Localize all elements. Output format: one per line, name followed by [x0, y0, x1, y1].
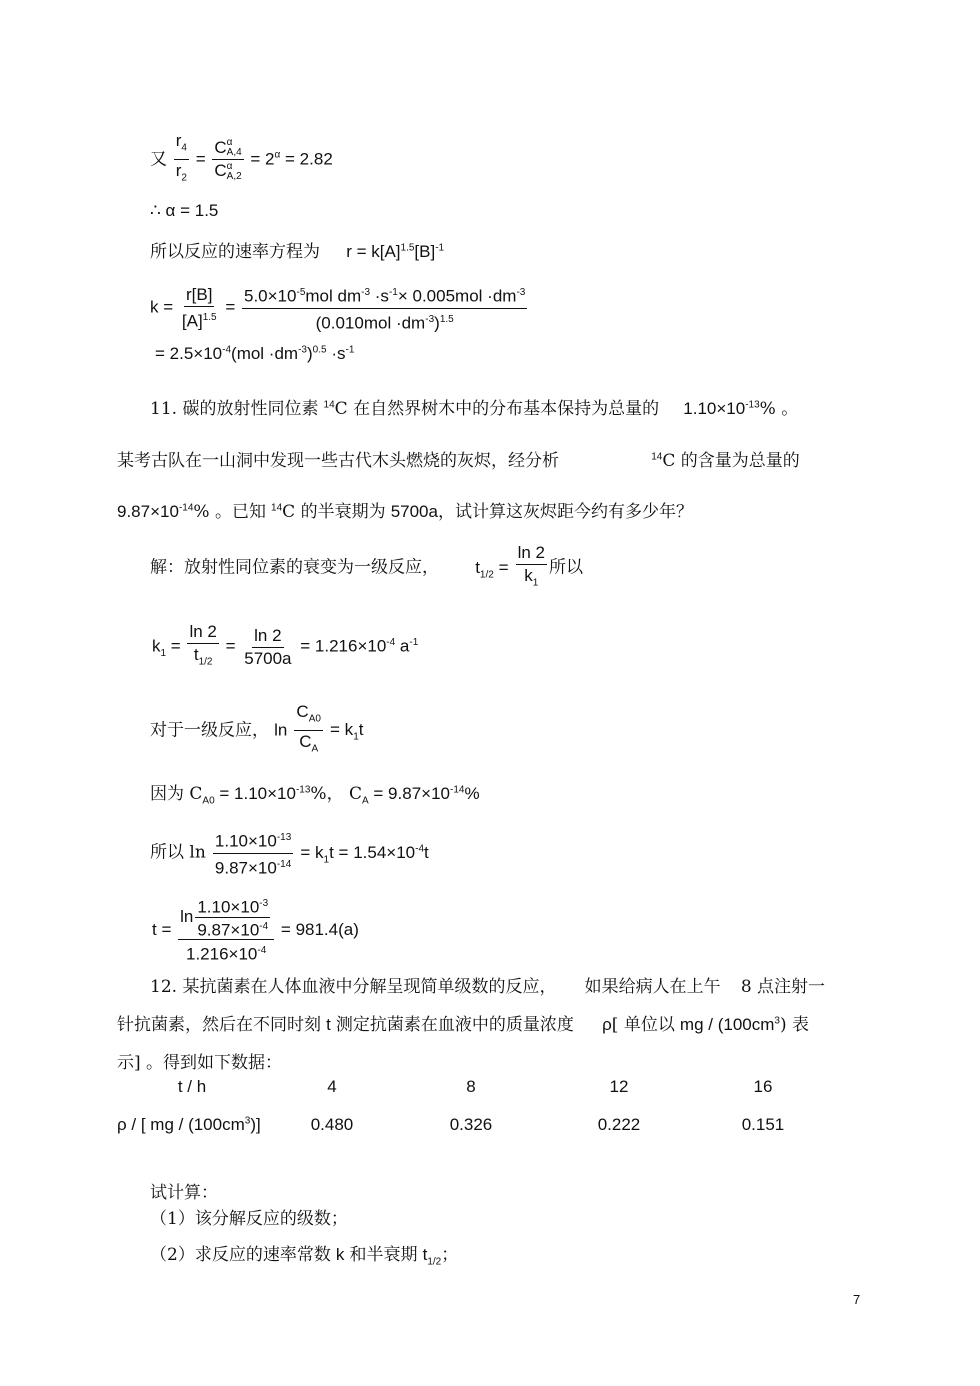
task-2: （2）求反应的速率常数 k 和半衰期 $t_{1/2}$；	[150, 1245, 459, 1268]
task-1: （1）该分解反应的级数；	[150, 1209, 348, 1229]
table-cell: 16	[753, 1077, 773, 1096]
q11-line-2: 某考古队在一山洞中发现一些古代木头燃烧的灰烬，经分析 $^{14}$C 的含量为总量的	[117, 451, 800, 471]
k-calculation: k = $\frac{r[B]}{[A]^{1.5}}$ = $\frac{5.0\times 10^{-5}mol dm^{-3} \cdot s^{-1}\times 0.005mol \cdot dm^{-3}}{(0.010mol \cdot dm^{-3})^{1.5}}$	[150, 284, 526, 333]
alpha-result: ∴ α = 1.5	[150, 201, 219, 220]
conc-ratio-fraction: C α A,4 C α A,2	[214, 137, 242, 182]
table-cell: 0.222	[597, 1115, 641, 1134]
table-row	[117, 1106, 833, 1144]
first-order-line: 对于一级反应， ln $\frac{C_{A0}}{C_A}$ = $k_1t$	[150, 702, 364, 755]
k-fraction-1: $\frac{r[B]}{[A]^{1.5}}$	[181, 284, 217, 331]
tasks-intro: 试计算：	[150, 1183, 218, 1203]
page-number: 7	[853, 1292, 861, 1307]
table-cell: 0.326	[449, 1115, 493, 1134]
table-cell: 8	[466, 1077, 476, 1096]
so-ln-line: 所以 ln $\frac{1.10\times 10^{-13}}{9.87\times 10^{-14}}$ = $k_1t = 1.54\times 10^{-4}t$	[150, 828, 429, 878]
k1-equation: $k_1$ = $\frac{\ln 2}{t_{1/2}}$ = $\frac{\ln 2}{5700a}$ = $1.216\times 10^{-4}$ $a^{-1}$	[152, 622, 419, 668]
sol11-half-life: 解：放射性同位素的衰变为一级反应， $t_{1/2}$ = $\frac{\ln 2}{k_1}$ 所以	[150, 543, 583, 593]
q12-line-1: 12. 某抗菌素在人体血液中分解呈现简单级数的反应， 如果给病人在上午 8 点注射一	[150, 977, 826, 997]
table-row-label: ρ / [ mg / $(100cm^3)$]	[117, 1115, 261, 1134]
q12-line-2: 针抗菌素，然后在不同时刻 t 测定抗菌素在血液中的质量浓度 ρ[ 单位以 mg / $(100cm^3)$ 表	[117, 1015, 810, 1035]
ratio-equation: 又 $\frac{r_4}{r_2}$ = C α A,4 C α A,2 = $2^\alpha = 2.82$	[150, 131, 333, 189]
table-cell: 12	[609, 1077, 629, 1096]
q11-line-1: 11. 碳的放射性同位素 $^{14}$C 在自然界树木中的分布基本保持为总量的 $1.10\times 10^{-13}\%$ 。	[150, 399, 799, 419]
k-fraction-2: $\frac{5.0\times 10^{-5}mol dm^{-3} \cdot s^{-1}\times 0.005mol \cdot dm^{-3}}{(0.010mol \cdot dm^{-3})^{1.5}}$	[242, 283, 527, 333]
because-line: 因为 $C_{A0} = 1.10\times 10^{-13}\%$， $C_A = 9.87\times 10^{-14}\%$	[150, 784, 480, 807]
rate-equation-line: 所以反应的速率方程为 $r = k[A]^{1.5}[B]^{-1}$	[150, 242, 445, 262]
q12-line-3: 示] 。得到如下数据：	[117, 1053, 283, 1073]
data-table	[117, 1068, 833, 1144]
ratio-lead: 又	[150, 149, 167, 170]
t-equation: t = ln $\frac{1.10\times 10^{-3}}{9.87\times 10^{-4}}$ $1.216\times 10^{-4}$ = 981.4(a)	[152, 897, 359, 964]
q11-line-3: $9.87\times 10^{-14}\%$ 。已知 $^{14}$C 的半衰期为 5700a，试计算这灰烬距今约有多少年？	[117, 502, 693, 522]
table-cell: 0.480	[310, 1115, 354, 1134]
table-cell: 4	[327, 1077, 337, 1096]
table-cell: 0.151	[741, 1115, 785, 1134]
k-result: = $2.5\times 10^{-4}(mol \cdot dm^{-3})^{0.5} \cdot s^{-1}$	[155, 344, 355, 363]
table-row	[117, 1068, 833, 1106]
rate-ratio-fraction: $\frac{r_4}{r_2}$	[175, 131, 187, 184]
table-row-label: t / h	[177, 1077, 207, 1096]
half-life-fraction: $\frac{\ln 2}{k_1}$	[517, 543, 546, 589]
